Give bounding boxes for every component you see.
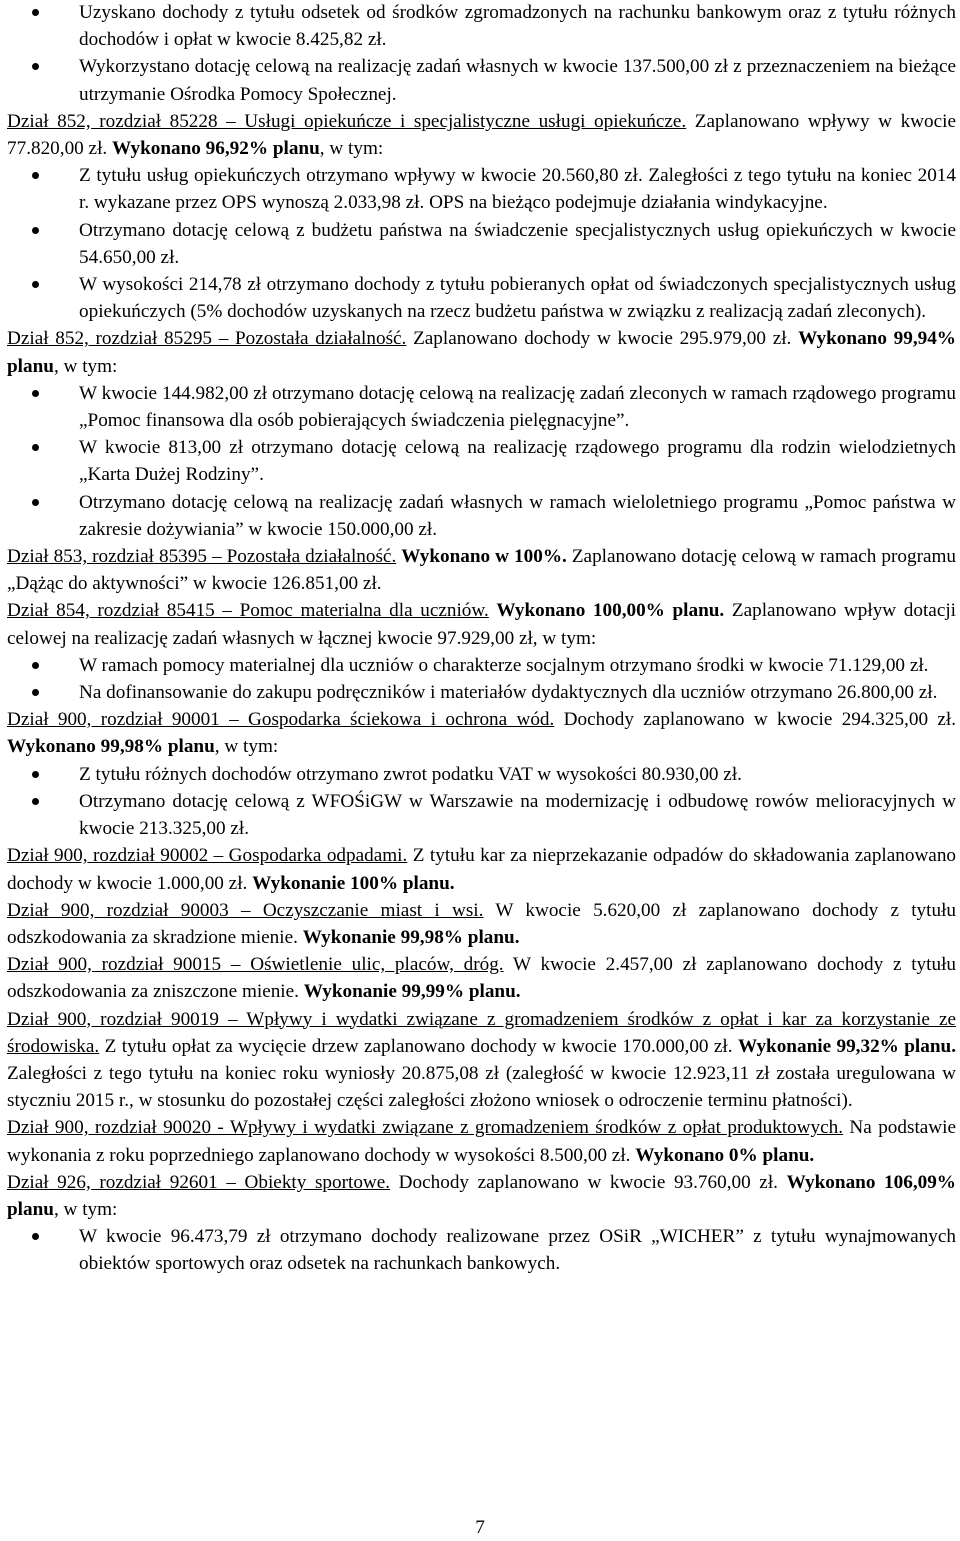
document-body <box>7 0 956 1278</box>
section-heading: Dział 900, rozdział 90001 – Gospodarka ściekowa i ochrona wód. <box>7 709 555 731</box>
execution-summary: Wykonano 99,98% planu <box>7 736 215 758</box>
section-heading: Dział 852, rozdział 85295 – Pozostała działalność. <box>7 328 407 350</box>
list-item <box>7 53 956 107</box>
text-run: Zaplanowano wpływ dotacji celowej na realizację zadań własnych w łącznej kwocie 97.929,00 zł, w tym: <box>7 600 956 649</box>
execution-summary: Wykonano 0% planu. <box>635 1144 815 1166</box>
text-run: W kwocie 144.982,00 zł otrzymano dotację celową na realizację zadań zleconych w ramach rządowego programu „Pomoc finansowa dla osób pobierających świadczenia pielęgnacyjne”. <box>79 382 956 432</box>
text-run: Z tytułu usług opiekuńczych otrzymano wpływy w kwocie 20.560,80 zł. Zaległości z tego tytułu na koniec 2014 r. wykazane przez OPS wynoszą 2.033,98 zł. OPS na bieżąco podejmuje działania windykacyjne. <box>79 165 956 214</box>
text-run: Z tytułu opłat za wycięcie drzew zaplanowano dochody w kwocie 170.000,00 zł. <box>99 1035 738 1057</box>
text-run: Dochody zaplanowano w kwocie 93.760,00 zł. <box>390 1171 787 1193</box>
list-item <box>7 489 956 543</box>
section-heading: Dział 900, rozdział 90002 – Gospodarka odpadami. <box>7 845 408 867</box>
execution-summary: Wykonanie 99,32% planu. <box>737 1035 956 1057</box>
section-heading: Dział 926, rozdział 92601 – Obiekty sportowe. <box>7 1171 391 1193</box>
text-run: Dochody zaplanowano w kwocie 294.325,00 zł. <box>554 709 956 731</box>
text-run: Otrzymano dotację celową z budżetu państwa na świadczenie specjalistycznych usług opiekuńczych w kwocie 54.650,00 zł. <box>79 219 956 268</box>
section-paragraph <box>7 1114 956 1168</box>
execution-summary: Wykonano 96,92% planu <box>112 138 320 160</box>
list-item <box>7 679 956 706</box>
execution-summary: Wykonanie 99,98% planu. <box>302 926 520 948</box>
execution-summary: Wykonanie 100% planu. <box>252 872 455 894</box>
bullet-list <box>7 0 956 108</box>
text-run: Na podstawie wykonania z roku poprzedniego zaplanowano dochody w wysokości 8.500,00 zł. <box>7 1117 956 1166</box>
text-run: , w tym: <box>53 355 118 377</box>
execution-summary: Wykonano 99,94% planu <box>7 328 956 377</box>
section-paragraph <box>7 706 956 760</box>
section-paragraph <box>7 951 956 1005</box>
section-heading: Dział 854, rozdział 85415 – Pomoc materialna dla uczniów. <box>7 600 489 622</box>
text-run: Otrzymano dotację celową z WFOŚiGW w Warszawie na modernizację i odbudowę rowów melioracyjnych w kwocie 213.325,00 zł. <box>79 790 956 840</box>
text-run: , w tym: <box>319 138 384 160</box>
text-run: , w tym: <box>214 736 279 758</box>
text-run: Z tytułu kar za nieprzekazanie odpadów do składowania zaplanowano dochody w kwocie 1.000,00 zł. <box>7 845 957 894</box>
text-run: W kwocie 5.620,00 zł zaplanowano dochody z tytułu odszkodowania za skradzione mienie. <box>7 899 956 948</box>
section-heading: Dział 852, rozdział 85228 – Usługi opiekuńcze i specjalistyczne usługi opiekuńcze. <box>7 110 687 132</box>
text-run: Zaległości z tego tytułu na koniec roku wyniosły 20.875,08 zł (zaległość w kwocie 12.923,11 zł została uregulowana w styczniu 2015 r., w stosunku do pozostałej części zaległości złożono wniosek o odroczenie terminu płatności). <box>7 1062 956 1112</box>
text-run: Na dofinansowanie do zakupu podręczników i materiałów dydaktycznych dla uczniów otrzymano 26.800,00 zł. <box>79 682 938 704</box>
page-number: 7 <box>475 1517 485 1538</box>
text-run: W ramach pomocy materialnej dla uczniów o charakterze socjalnym otrzymano środki w kwocie 71.129,00 zł. <box>79 654 929 676</box>
section-paragraph <box>7 108 956 162</box>
section-paragraph <box>7 325 956 379</box>
text-run: W kwocie 813,00 zł otrzymano dotację celową na realizację rządowego programu dla rodzin wielodzietnych „Karta Dużej Rodziny”. <box>79 437 956 486</box>
list-item <box>7 434 956 488</box>
section-heading: Dział 900, rozdział 90020 - Wpływy i wydatki związane z gromadzeniem środków z opłat produktowych. <box>7 1117 844 1139</box>
text-run: , w tym: <box>53 1198 118 1220</box>
text-run: Z tytułu różnych dochodów otrzymano zwrot podatku VAT w wysokości 80.930,00 zł. <box>79 763 742 785</box>
list-item <box>7 761 956 788</box>
section-heading: Dział 900, rozdział 90019 – Wpływy i wydatki związane z gromadzeniem środków z opłat i kar za korzystanie ze środowiska. <box>7 1008 956 1057</box>
text-run: Zaplanowano dochody w kwocie 295.979,00 zł. <box>406 328 799 350</box>
section-heading: Dział 900, rozdział 90003 – Oczyszczanie miast i wsi. <box>7 899 484 921</box>
text-run: Zaplanowano wpływy w kwocie 77.820,00 zł. <box>7 110 956 160</box>
list-item <box>7 1223 956 1277</box>
text-run: Zaplanowano dotację celową w ramach programu „Dążąc do aktywności” w kwocie 126.851,00 zł. <box>7 546 956 595</box>
text-run: W wysokości 214,78 zł otrzymano dochody z tytułu pobieranych opłat od świadczonych specjalistycznych usług opiekuńczych (5% dochodów uzyskanych na rzecz budżetu państwa w związku z realizacją zadań zleconych). <box>79 274 956 323</box>
list-item <box>7 380 956 434</box>
bullet-list <box>7 761 956 843</box>
text-run: W kwocie 2.457,00 zł zaplanowano dochody z tytułu odszkodowania za zniszczone mienie. <box>7 954 957 1003</box>
execution-summary: Wykonanie 99,99% planu. <box>303 981 521 1003</box>
list-item <box>7 162 956 216</box>
section-paragraph <box>7 1169 956 1223</box>
execution-summary: Wykonano 100,00% planu. <box>496 600 725 622</box>
section-heading: Dział 900, rozdział 90015 – Oświetlenie ulic, placów, dróg. <box>7 954 504 976</box>
text-run: Uzyskano dochody z tytułu odsetek od środków zgromadzonych na rachunku bankowym oraz z tytułu różnych dochodów i opłat w kwocie 8.425,82 zł. <box>79 2 956 51</box>
section-paragraph <box>7 543 956 597</box>
bullet-list <box>7 652 956 706</box>
text-run: Otrzymano dotację celową na realizację zadań własnych w ramach wieloletniego programu „Pomoc państwa w zakresie dożywiania” w kwocie 150.000,00 zł. <box>79 491 956 540</box>
bullet-list <box>7 162 956 325</box>
bullet-list <box>7 1223 956 1277</box>
list-item <box>7 0 956 53</box>
text-run: W kwocie 96.473,79 zł otrzymano dochody realizowane przez OSiR „WICHER” z tytułu wynajmowanych obiektów sportowych oraz odsetek na rachunkach bankowych. <box>79 1226 956 1275</box>
section-paragraph <box>7 597 956 651</box>
section-paragraph <box>7 1006 956 1115</box>
list-item <box>7 652 956 679</box>
section-heading: Dział 853, rozdział 85395 – Pozostała działalność. <box>7 546 397 568</box>
list-item <box>7 788 956 842</box>
list-item <box>7 217 956 271</box>
section-paragraph <box>7 842 956 896</box>
bullet-list <box>7 380 956 543</box>
text-run: Wykorzystano dotację celową na realizację zadań własnych w kwocie 137.500,00 zł z przeznaczeniem na bieżące utrzymanie Ośrodka Pomocy Społecznej. <box>79 56 956 105</box>
execution-summary: Wykonano 106,09% planu <box>7 1171 956 1220</box>
section-paragraph <box>7 897 956 951</box>
execution-summary: Wykonano w 100%. <box>401 546 567 568</box>
list-item <box>7 271 956 325</box>
